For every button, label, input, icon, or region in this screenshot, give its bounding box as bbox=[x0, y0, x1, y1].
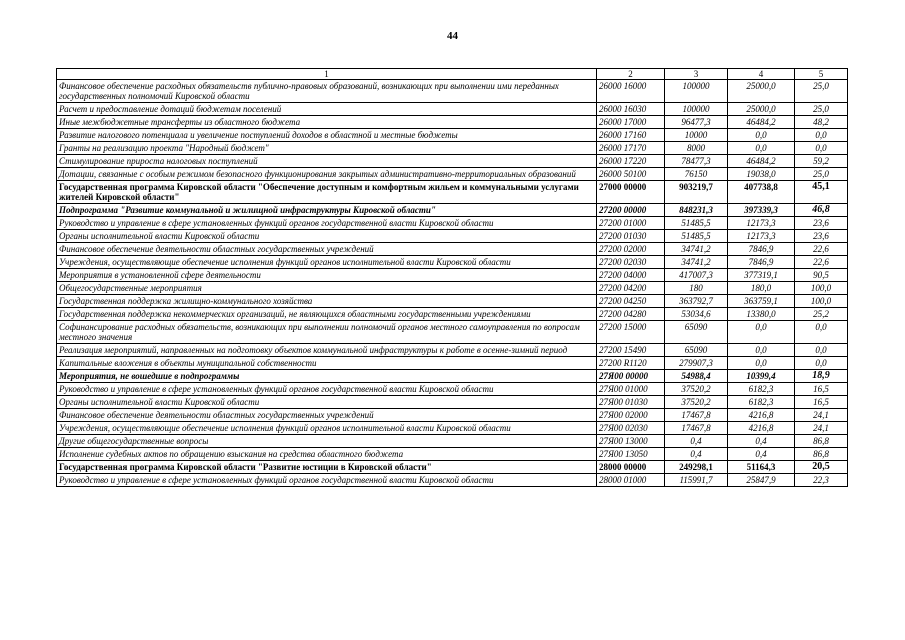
row-name-cell: Государственная программа Кировской области "Развитие юстиции в Кировской области" bbox=[57, 461, 597, 474]
row-plan-value: 96477,3 bbox=[665, 116, 728, 129]
row-code-cell: 27000 00000 bbox=[597, 181, 665, 204]
row-plan-value: 76150 bbox=[665, 168, 728, 181]
row-code-cell: 27200 04280 bbox=[597, 308, 665, 321]
row-plan-value: 34741,2 bbox=[665, 243, 728, 256]
row-plan-value: 100000 bbox=[665, 80, 728, 103]
row-fact-value: 0,0 bbox=[728, 129, 795, 142]
row-code-cell: 27200 04250 bbox=[597, 295, 665, 308]
row-code-cell: 27Я00 02030 bbox=[597, 422, 665, 435]
row-percent-value: 23,6 bbox=[795, 217, 848, 230]
row-percent-value: 24,1 bbox=[795, 422, 848, 435]
table-row bbox=[57, 243, 848, 256]
page-number: 44 bbox=[447, 30, 458, 42]
row-plan-value: 363792,7 bbox=[665, 295, 728, 308]
row-percent-value: 0,0 bbox=[795, 142, 848, 155]
row-fact-value: 0,0 bbox=[728, 142, 795, 155]
table-row bbox=[57, 409, 848, 422]
row-percent-value: 25,0 bbox=[795, 103, 848, 116]
row-percent-value: 18,9 bbox=[795, 370, 848, 383]
table-row bbox=[57, 181, 848, 204]
row-code-cell: 28000 01000 bbox=[597, 474, 665, 487]
row-name-cell: Реализация мероприятий, направленных на подготовку объектов коммунальной инфраструктуры к работе в осенне-зимний период bbox=[57, 344, 597, 357]
row-name-cell: Финансовое обеспечение расходных обязательств публично-правовых образований, возникающих при выполнении ими переданных государственных полномочий Кировской области bbox=[57, 80, 597, 103]
row-percent-value: 20,5 bbox=[795, 461, 848, 474]
table-row bbox=[57, 256, 848, 269]
row-percent-value: 100,0 bbox=[795, 295, 848, 308]
table-row bbox=[57, 422, 848, 435]
row-percent-value: 0,0 bbox=[795, 344, 848, 357]
row-plan-value: 37520,2 bbox=[665, 396, 728, 409]
row-code-cell: 27200 04000 bbox=[597, 269, 665, 282]
row-fact-value: 6182,3 bbox=[728, 383, 795, 396]
column-header-percent: 5 bbox=[795, 69, 848, 80]
row-percent-value: 86,8 bbox=[795, 448, 848, 461]
row-code-cell: 27Я00 00000 bbox=[597, 370, 665, 383]
row-name-cell: Государственная программа Кировской области "Обеспечение доступным и комфортным жильем и коммунальными услугами жителей Кировской области" bbox=[57, 181, 597, 204]
row-plan-value: 0,4 bbox=[665, 435, 728, 448]
row-code-cell: 26000 17170 bbox=[597, 142, 665, 155]
row-fact-value: 13380,0 bbox=[728, 308, 795, 321]
row-percent-value: 16,5 bbox=[795, 383, 848, 396]
row-percent-value: 100,0 bbox=[795, 282, 848, 295]
row-plan-value: 249298,1 bbox=[665, 461, 728, 474]
row-code-cell: 27Я00 01000 bbox=[597, 383, 665, 396]
row-code-cell: 26000 50100 bbox=[597, 168, 665, 181]
table-body bbox=[57, 80, 848, 487]
row-percent-value: 90,5 bbox=[795, 269, 848, 282]
row-fact-value: 12173,3 bbox=[728, 230, 795, 243]
row-name-cell: Мероприятия, не вошедшие в подпрограммы bbox=[57, 370, 597, 383]
row-fact-value: 46484,2 bbox=[728, 116, 795, 129]
row-plan-value: 8000 bbox=[665, 142, 728, 155]
row-name-cell: Государственная поддержка некоммерческих организаций, не являющихся областными государственными учреждениями bbox=[57, 308, 597, 321]
row-name-cell: Другие общегосударственные вопросы bbox=[57, 435, 597, 448]
row-plan-value: 53034,6 bbox=[665, 308, 728, 321]
row-fact-value: 0,0 bbox=[728, 344, 795, 357]
row-code-cell: 27200 15490 bbox=[597, 344, 665, 357]
row-fact-value: 25000,0 bbox=[728, 103, 795, 116]
row-code-cell: 27Я00 01030 bbox=[597, 396, 665, 409]
row-name-cell: Учреждения, осуществляющие обеспечение исполнения функций органов исполнительной власти Кировской области bbox=[57, 422, 597, 435]
row-name-cell: Органы исполнительной власти Кировской области bbox=[57, 230, 597, 243]
row-plan-value: 417007,3 bbox=[665, 269, 728, 282]
table-row bbox=[57, 217, 848, 230]
row-code-cell: 26000 17000 bbox=[597, 116, 665, 129]
table-row bbox=[57, 269, 848, 282]
table-row bbox=[57, 474, 848, 487]
column-header-fact: 4 bbox=[728, 69, 795, 80]
row-percent-value: 25,2 bbox=[795, 308, 848, 321]
row-name-cell: Иные межбюджетные трансферты из областного бюджета bbox=[57, 116, 597, 129]
row-plan-value: 17467,8 bbox=[665, 409, 728, 422]
row-fact-value: 180,0 bbox=[728, 282, 795, 295]
row-percent-value: 45,1 bbox=[795, 181, 848, 204]
table-row bbox=[57, 129, 848, 142]
row-plan-value: 51485,5 bbox=[665, 217, 728, 230]
table-row bbox=[57, 168, 848, 181]
row-code-cell: 27200 01000 bbox=[597, 217, 665, 230]
row-fact-value: 10399,4 bbox=[728, 370, 795, 383]
row-percent-value: 0,0 bbox=[795, 129, 848, 142]
table-row bbox=[57, 80, 848, 103]
row-name-cell: Гранты на реализацию проекта "Народный бюджет" bbox=[57, 142, 597, 155]
table-row bbox=[57, 142, 848, 155]
row-name-cell: Исполнение судебных актов по обращению взыскания на средства областного бюджета bbox=[57, 448, 597, 461]
row-fact-value: 25000,0 bbox=[728, 80, 795, 103]
table-row bbox=[57, 295, 848, 308]
table-row bbox=[57, 396, 848, 409]
row-plan-value: 903219,7 bbox=[665, 181, 728, 204]
row-percent-value: 23,6 bbox=[795, 230, 848, 243]
table-row bbox=[57, 116, 848, 129]
row-name-cell: Органы исполнительной власти Кировской области bbox=[57, 396, 597, 409]
row-plan-value: 54988,4 bbox=[665, 370, 728, 383]
row-name-cell: Развитие налогового потенциала и увеличение поступлений доходов в областной и местные бюджеты bbox=[57, 129, 597, 142]
row-fact-value: 397339,3 bbox=[728, 204, 795, 217]
row-code-cell: 27200 01030 bbox=[597, 230, 665, 243]
row-fact-value: 377319,1 bbox=[728, 269, 795, 282]
row-name-cell: Учреждения, осуществляющие обеспечение исполнения функций органов исполнительной власти Кировской области bbox=[57, 256, 597, 269]
row-fact-value: 19038,0 bbox=[728, 168, 795, 181]
table-row bbox=[57, 383, 848, 396]
table-row bbox=[57, 448, 848, 461]
row-name-cell: Капитальные вложения в объекты муниципальной собственности bbox=[57, 357, 597, 370]
row-percent-value: 48,2 bbox=[795, 116, 848, 129]
row-plan-value: 78477,3 bbox=[665, 155, 728, 168]
row-plan-value: 17467,8 bbox=[665, 422, 728, 435]
row-code-cell: 27200 04200 bbox=[597, 282, 665, 295]
row-name-cell: Дотации, связанные с особым режимом безопасного функционирования закрытых административно-территориальных образований bbox=[57, 168, 597, 181]
budget-execution-table bbox=[56, 68, 848, 487]
row-plan-value: 65090 bbox=[665, 344, 728, 357]
row-code-cell: 28000 00000 bbox=[597, 461, 665, 474]
row-code-cell: 27200 R1120 bbox=[597, 357, 665, 370]
row-percent-value: 46,8 bbox=[795, 204, 848, 217]
row-percent-value: 86,8 bbox=[795, 435, 848, 448]
table-header-row bbox=[57, 69, 848, 80]
row-name-cell: Финансовое обеспечение деятельности областных государственных учреждений bbox=[57, 243, 597, 256]
row-code-cell: 26000 17160 bbox=[597, 129, 665, 142]
row-fact-value: 0,0 bbox=[728, 321, 795, 344]
row-fact-value: 0,4 bbox=[728, 448, 795, 461]
table-row bbox=[57, 308, 848, 321]
row-fact-value: 4216,8 bbox=[728, 422, 795, 435]
row-plan-value: 180 bbox=[665, 282, 728, 295]
row-plan-value: 100000 bbox=[665, 103, 728, 116]
row-code-cell: 26000 16030 bbox=[597, 103, 665, 116]
column-header-name: 1 bbox=[57, 69, 597, 80]
row-fact-value: 0,4 bbox=[728, 435, 795, 448]
row-percent-value: 25,0 bbox=[795, 168, 848, 181]
row-plan-value: 37520,2 bbox=[665, 383, 728, 396]
row-name-cell: Софинансирование расходных обязательств, возникающих при выполнении полномочий органов местного самоуправления по вопросам местного значения bbox=[57, 321, 597, 344]
row-code-cell: 26000 17220 bbox=[597, 155, 665, 168]
row-name-cell: Подпрограмма "Развитие коммунальной и жилищной инфраструктуры Кировской области" bbox=[57, 204, 597, 217]
row-plan-value: 51485,5 bbox=[665, 230, 728, 243]
table-row bbox=[57, 344, 848, 357]
row-code-cell: 27Я00 13050 bbox=[597, 448, 665, 461]
table-row bbox=[57, 103, 848, 116]
table-row bbox=[57, 461, 848, 474]
row-percent-value: 59,2 bbox=[795, 155, 848, 168]
row-fact-value: 46484,2 bbox=[728, 155, 795, 168]
row-fact-value: 363759,1 bbox=[728, 295, 795, 308]
row-percent-value: 24,1 bbox=[795, 409, 848, 422]
row-fact-value: 12173,3 bbox=[728, 217, 795, 230]
row-plan-value: 279907,3 bbox=[665, 357, 728, 370]
row-fact-value: 407738,8 bbox=[728, 181, 795, 204]
row-name-cell: Мероприятия в установленной сфере деятельности bbox=[57, 269, 597, 282]
row-plan-value: 115991,7 bbox=[665, 474, 728, 487]
row-percent-value: 16,5 bbox=[795, 396, 848, 409]
row-code-cell: 26000 16000 bbox=[597, 80, 665, 103]
row-name-cell: Руководство и управление в сфере установленных функций органов государственной власти Кировской области bbox=[57, 383, 597, 396]
row-name-cell: Руководство и управление в сфере установленных функций органов государственной власти Кировской области bbox=[57, 474, 597, 487]
table-row bbox=[57, 370, 848, 383]
row-fact-value: 6182,3 bbox=[728, 396, 795, 409]
row-code-cell: 27Я00 13000 bbox=[597, 435, 665, 448]
row-fact-value: 51164,3 bbox=[728, 461, 795, 474]
table-row bbox=[57, 155, 848, 168]
row-percent-value: 0,0 bbox=[795, 321, 848, 344]
table-row bbox=[57, 435, 848, 448]
row-percent-value: 22,3 bbox=[795, 474, 848, 487]
row-name-cell: Государственная поддержка жилищно-коммунального хозяйства bbox=[57, 295, 597, 308]
row-code-cell: 27Я00 02000 bbox=[597, 409, 665, 422]
row-plan-value: 10000 bbox=[665, 129, 728, 142]
table-row bbox=[57, 282, 848, 295]
column-header-code: 2 bbox=[597, 69, 665, 80]
row-code-cell: 27200 02000 bbox=[597, 243, 665, 256]
row-fact-value: 7846,9 bbox=[728, 256, 795, 269]
row-percent-value: 25,0 bbox=[795, 80, 848, 103]
row-name-cell: Общегосударственные мероприятия bbox=[57, 282, 597, 295]
row-fact-value: 4216,8 bbox=[728, 409, 795, 422]
row-fact-value: 7846,9 bbox=[728, 243, 795, 256]
row-name-cell: Стимулирование прироста налоговых поступлений bbox=[57, 155, 597, 168]
table-row bbox=[57, 357, 848, 370]
row-percent-value: 22,6 bbox=[795, 256, 848, 269]
row-code-cell: 27200 15000 bbox=[597, 321, 665, 344]
row-plan-value: 848231,3 bbox=[665, 204, 728, 217]
row-plan-value: 34741,2 bbox=[665, 256, 728, 269]
row-code-cell: 27200 00000 bbox=[597, 204, 665, 217]
row-name-cell: Расчет и предоставление дотаций бюджетам поселений bbox=[57, 103, 597, 116]
column-header-plan: 3 bbox=[665, 69, 728, 80]
row-plan-value: 0,4 bbox=[665, 448, 728, 461]
row-name-cell: Руководство и управление в сфере установленных функций органов государственной власти Кировской области bbox=[57, 217, 597, 230]
row-percent-value: 0,0 bbox=[795, 357, 848, 370]
row-percent-value: 22,6 bbox=[795, 243, 848, 256]
row-plan-value: 65090 bbox=[665, 321, 728, 344]
row-fact-value: 0,0 bbox=[728, 357, 795, 370]
row-name-cell: Финансовое обеспечение деятельности областных государственных учреждений bbox=[57, 409, 597, 422]
table-row bbox=[57, 230, 848, 243]
row-code-cell: 27200 02030 bbox=[597, 256, 665, 269]
table-row bbox=[57, 321, 848, 344]
table-row bbox=[57, 204, 848, 217]
row-fact-value: 25847,9 bbox=[728, 474, 795, 487]
